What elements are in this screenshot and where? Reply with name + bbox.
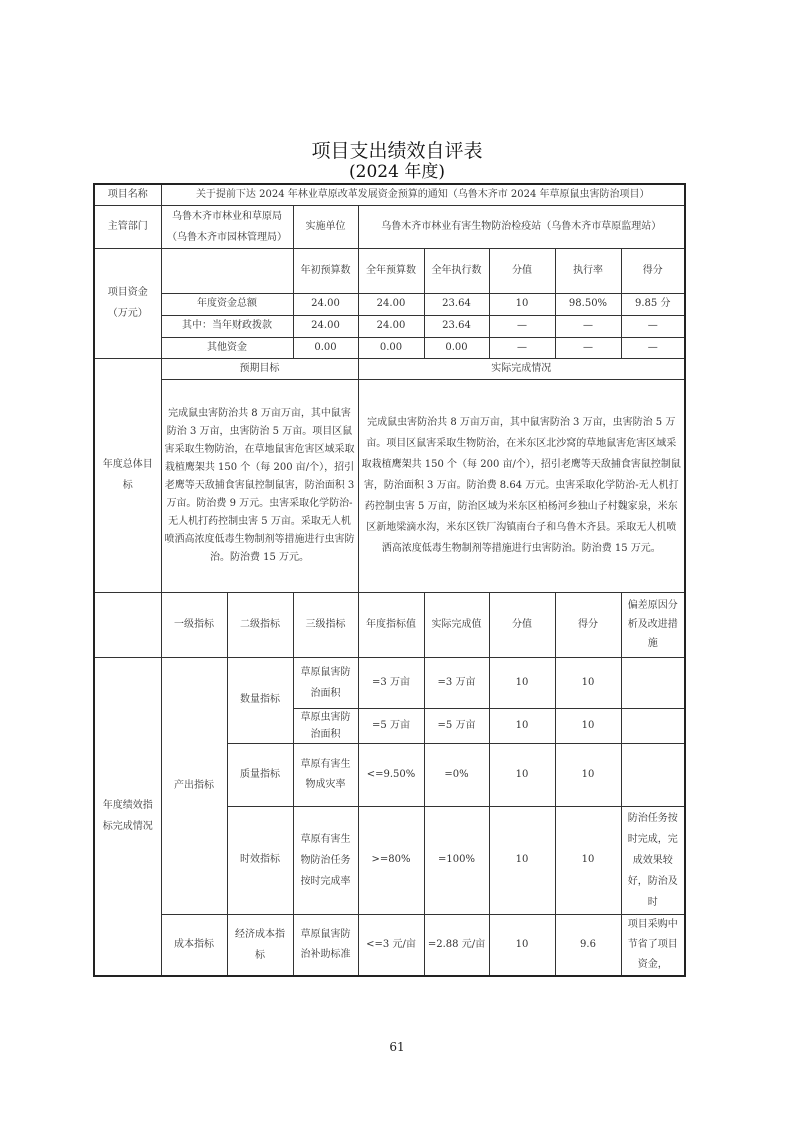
funds-cell: 0.00 (293, 337, 358, 358)
target-value: <=9.50% (358, 743, 424, 806)
actual-value: =3 万亩 (424, 657, 489, 708)
project-name-row (94, 184, 685, 205)
funds-cell: — (621, 315, 685, 337)
document-title: 项目支出绩效自评表 (311, 140, 483, 162)
funds-header: 全年执行数 (424, 248, 489, 293)
actual-completion-text: 完成鼠虫害防治共 8 万亩万亩，其中鼠害防治 3 万亩，虫害防治 5 万亩。项目区鼠害采取生物防治，在米东区北沙窝的草地鼠害危害区域采取栽植鹰架共 150 个（每 200 亩/个），招引老鹰等天敌捕食害鼠控制鼠害，防治面积 3 万亩。防治费 8.64 万元。虫害采取化学防治-无人机打药控制虫害 5 万亩，防治区域为米东区柏杨河乡独山子村魏家泉，米东区新地梁滴水沟，米东区铁厂沟镇南台子和乌鲁木齐县。采取无人机喷洒高浓度低毒生物制剂等措施进行虫害防治。防治费 15 万元。 (358, 379, 685, 592)
funds-cell: 0.00 (424, 337, 489, 358)
funds-cell: 98.50% (555, 293, 621, 315)
project-name-value: 关于提前下达 2024 年林业草原改革发展资金预算的通知（乌鲁木齐市 2024 年草原鼠虫害防治项目） (161, 184, 685, 205)
actual-completion-header: 实际完成情况 (358, 358, 685, 379)
target-value: <=3 元/亩 (358, 914, 424, 976)
level2-timeliness: 时效指标 (227, 806, 293, 914)
target-value: =3 万亩 (358, 657, 424, 708)
expected-goal-header: 预期目标 (161, 358, 358, 379)
funds-cell: 24.00 (358, 315, 424, 337)
department-label: 主管部门 (94, 205, 161, 248)
level2-economic-cost: 经济成本指标 (227, 914, 293, 976)
funds-cell: 23.64 (424, 315, 489, 337)
indicators-header: 二级指标 (227, 592, 293, 657)
document-subtitle: (2024 年度) (349, 162, 445, 182)
level3-indicator: 草原鼠害防治面积 (293, 657, 358, 708)
funds-cell: — (621, 337, 685, 358)
indicator-row (94, 657, 685, 708)
funds-row-name: 其他资金 (161, 337, 293, 358)
indicators-header: 三级指标 (293, 592, 358, 657)
indicators-header: 得分 (555, 592, 621, 657)
level3-indicator: 草原虫害防治面积 (293, 708, 358, 743)
target-value: =5 万亩 (358, 708, 424, 743)
funds-cell: 0.00 (358, 337, 424, 358)
funds-cell: — (555, 315, 621, 337)
weight-value: 10 (489, 657, 555, 708)
funds-cell: 9.85 分 (621, 293, 685, 315)
goals-content-row (94, 379, 685, 592)
level3-indicator: 草原有害生物成灾率 (293, 743, 358, 806)
target-value: >=80% (358, 806, 424, 914)
score-value: 9.6 (555, 914, 621, 976)
indicators-header: 年度指标值 (358, 592, 424, 657)
funds-row (94, 293, 685, 315)
funds-header: 执行率 (555, 248, 621, 293)
funds-cell: 24.00 (358, 293, 424, 315)
funds-cell: 10 (489, 293, 555, 315)
indicator-row (94, 914, 685, 976)
funds-cell: 24.00 (293, 293, 358, 315)
deviation-note: 项目采购中节省了项目资金， (621, 914, 685, 976)
actual-value: =0% (424, 743, 489, 806)
score-value: 10 (555, 708, 621, 743)
weight-value: 10 (489, 708, 555, 743)
level3-indicator: 草原有害生物防治任务按时完成率 (293, 806, 358, 914)
indicators-header: 分值 (489, 592, 555, 657)
expected-goal-text: 完成鼠虫害防治共 8 万亩万亩，其中鼠害防治 3 万亩，虫害防治 5 万亩。项目区鼠害采取生物防治，在草地鼠害危害区域采取栽植鹰架共 150 个（每 200 亩/个），招引老鹰等天敌捕食害鼠控制鼠害，防治面积 3 万亩。防治费 9 万元。虫害采取化学防治-无人机打药控制虫害 5 万亩。采取无人机喷洒高浓度低毒生物制剂等措施进行虫害防治。防治费 15 万元。 (161, 379, 358, 592)
indicators-header: 一级指标 (161, 592, 227, 657)
level1-output: 产出指标 (161, 657, 227, 914)
deviation-note (621, 743, 685, 806)
score-value: 10 (555, 806, 621, 914)
funds-header: 年初预算数 (293, 248, 358, 293)
indicators-section-label: 年度绩效指标完成情况 (94, 657, 161, 976)
indicators-header-row (94, 592, 685, 657)
funds-header: 得分 (621, 248, 685, 293)
level3-indicator: 草原鼠害防治补助标准 (293, 914, 358, 976)
actual-value: =2.88 元/亩 (424, 914, 489, 976)
funds-row-name: 年度资金总额 (161, 293, 293, 315)
funds-cell: 24.00 (293, 315, 358, 337)
goals-header-row (94, 358, 685, 379)
funds-cell: — (489, 337, 555, 358)
weight-value: 10 (489, 806, 555, 914)
deviation-note (621, 708, 685, 743)
funds-label: 项目资金（万元） (94, 248, 161, 358)
funds-header: 分值 (489, 248, 555, 293)
actual-value: =100% (424, 806, 489, 914)
funds-header: 全年预算数 (358, 248, 424, 293)
score-value: 10 (555, 743, 621, 806)
funds-header-row (94, 248, 685, 293)
funds-header-blank (161, 248, 293, 293)
goals-label: 年度总体目标 (94, 358, 161, 592)
weight-value: 10 (489, 914, 555, 976)
funds-row (94, 337, 685, 358)
deviation-note: 防治任务按时完成，完成效果较好，防治及时 (621, 806, 685, 914)
actual-value: =5 万亩 (424, 708, 489, 743)
funds-row-name: 其中：当年财政拨款 (161, 315, 293, 337)
implementer-label: 实施单位 (293, 205, 358, 248)
level2-quality: 质量指标 (227, 743, 293, 806)
level1-cost: 成本指标 (161, 914, 227, 976)
project-name-label: 项目名称 (94, 184, 161, 205)
score-value: 10 (555, 657, 621, 708)
funds-cell: — (555, 337, 621, 358)
department-value: 乌鲁木齐市林业和草原局（乌鲁木齐市园林管理局） (161, 205, 293, 248)
deviation-note (621, 657, 685, 708)
indicators-header-blank (94, 592, 161, 657)
indicators-header: 实际完成值 (424, 592, 489, 657)
implementer-value: 乌鲁木齐市林业有害生物防治检疫站（乌鲁木齐市草原监理站） (358, 205, 685, 248)
self-evaluation-table (93, 183, 686, 977)
funds-row (94, 315, 685, 337)
department-row (94, 205, 685, 248)
funds-cell: — (489, 315, 555, 337)
indicators-header: 偏差原因分析及改进措施 (621, 592, 685, 657)
funds-cell: 23.64 (424, 293, 489, 315)
page-number: 61 (389, 1040, 405, 1054)
level2-quantity: 数量指标 (227, 657, 293, 743)
weight-value: 10 (489, 743, 555, 806)
